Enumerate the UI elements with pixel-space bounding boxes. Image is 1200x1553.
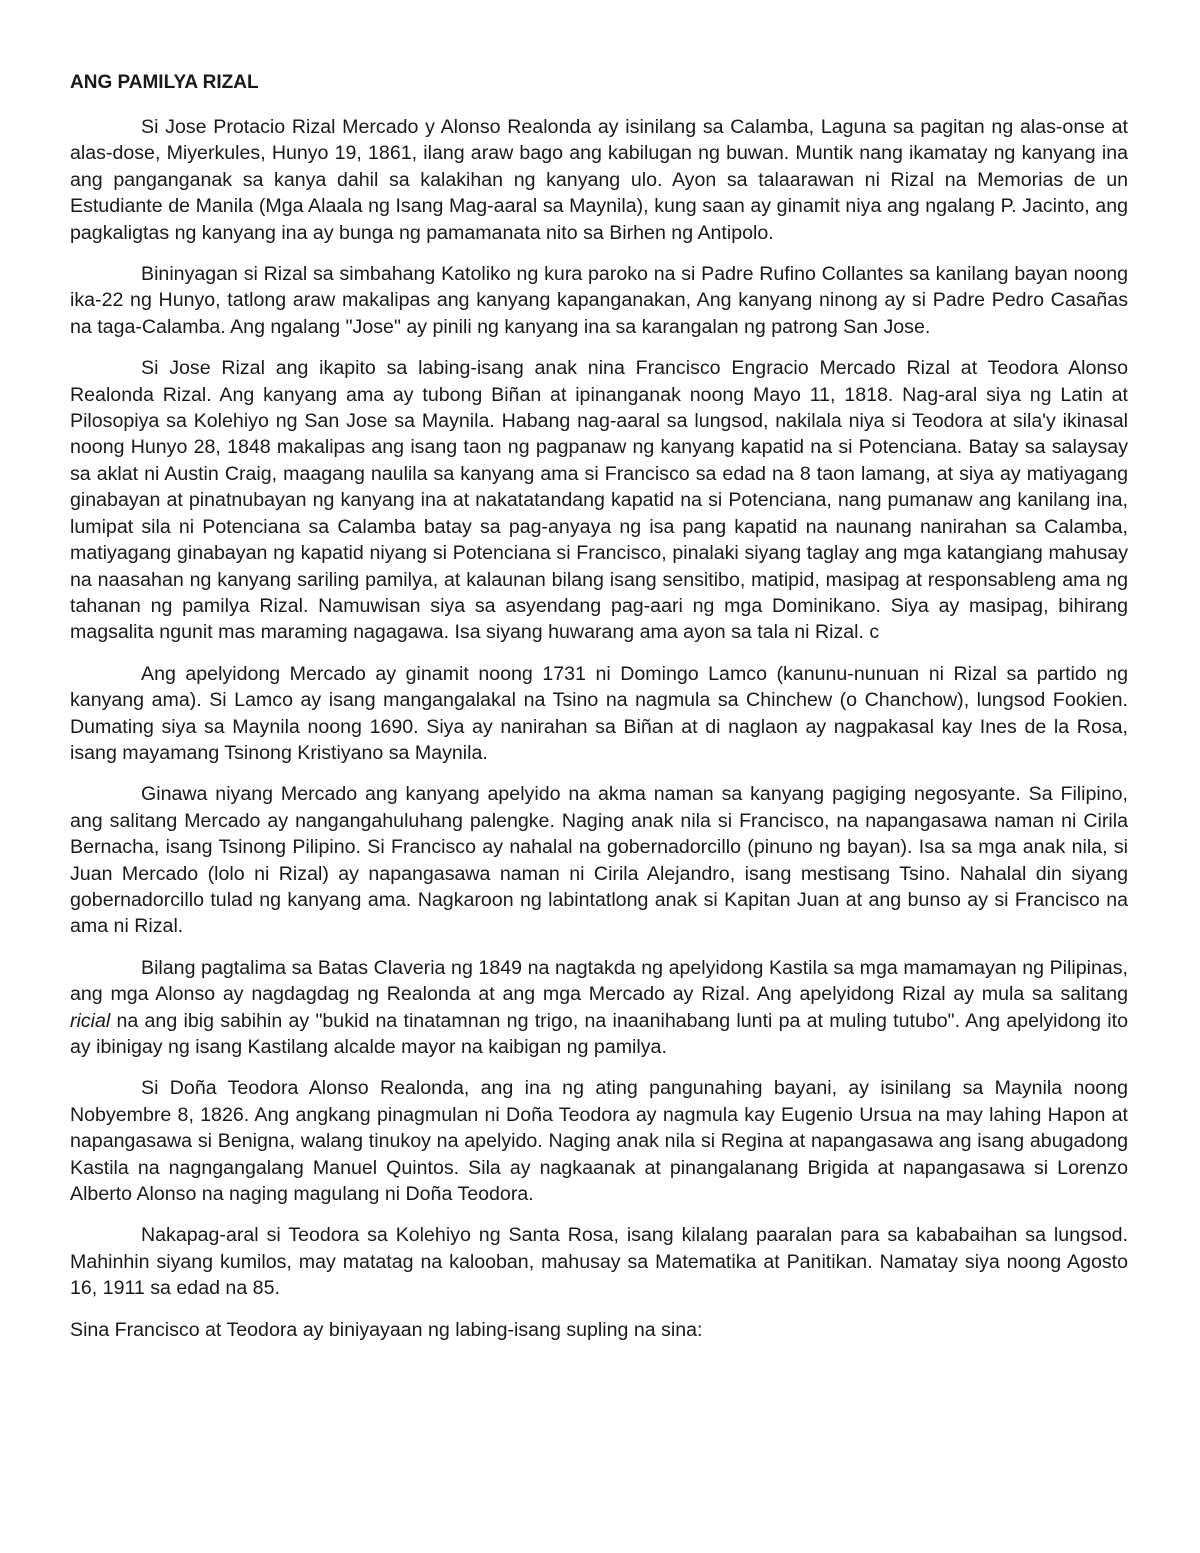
paragraph-mercado-lineage: Ginawa niyang Mercado ang kanyang apelyido na akma naman sa kanyang pagiging negosyante. Sa Filipino, ang salitang Mercado ay nangangahuluhang palengke. Naging anak nila si Francisco, na napangasawa naman ni Cirila Bernacha, isang Tsinong Pilipino. Si Francisco ay nahalal na gobernadorcillo (pinuno ng bayan). Isa sa mga anak nila, si Juan Mercado (lolo ni Rizal) ay napangasawa naman ni Cirila Alejandro, isang mestisang Tsino. Nahalal din siyang gobernadorcillo tulad ng kanyang ama. Nagkaroon ng labintatlong anak si Kapitan Juan at ang bunso ay si Francisco na ama ni Rizal. (70, 783, 1128, 938)
paragraph-children-intro: Sina Francisco at Teodora ay biniyayaan ng labing-isang supling na sina: (70, 1318, 703, 1341)
word-ricial: ricial (70, 1009, 111, 1032)
paragraph-baptism: Bininyagan si Rizal sa simbahang Katoliko ng kura paroko na si Padre Rufino Collantes sa kanilang bayan noong ika-22 ng Hunyo, tatlong araw makalipas ang kanyang kapanganakan, Ang kanyang ninong ay si Padre Pedro Casañas na taga-Calamba. Ang ngalang "Jose" ay pinili ng kanyang ina sa karangalan ng patrong San Jose. (70, 263, 1128, 338)
paragraph-rizal-surname (70, 955, 1128, 1061)
paragraph-father: Si Jose Rizal ang ikapito sa labing-isang anak nina Francisco Engracio Mercado Rizal at Teodora Alonso Realonda Rizal. Ang kanyang ama ay tubong Biñan at ipinanganak noong Mayo 11, 1818. Nag-aral siya ng Latin at Pilosopiya sa Kolehiyo ng San Jose sa Maynila. Habang nag-aaral sa lungsod, nakilala niya si Teodora at sila'y ikinasal noong Hunyo 28, 1848 makalipas ang isang taon ng pagpanaw ng kanyang kapatid na si Potenciana. Batay sa salaysay sa aklat ni Austin Craig, maagang naulila sa kanyang ama si Francisco sa edad na 8 taon lamang, at siya ay matiyagang ginabayan at pinatnubayan ng kanyang ina at nakatatandang kapatid na si Potenciana, nang pumanaw ang kanilang ina, lumipat sila ni Potenciana sa Calamba batay sa pag-anyaya ng isa pang kapatid na naunang nanirahan sa Calamba, matiyagang ginabayan ng kapatid niyang si Potenciana si Francisco, pinalaki siyang taglay ang mga katangiang mahusay na naasahan ng kanyang sariling pamilya, at kalaunan bilang isang sensitibo, matipid, masipag at responsableng ama ng tahanan ng pamilya Rizal. Namuwisan siya sa asyendang pag-aari ng mga Dominikano. Siya ay masipag, bihirang magsalita ngunit mas maraming nagagawa. Isa siyang huwarang ama ayon sa tala ni Rizal. c (70, 357, 1128, 644)
paragraph-birth: Si Jose Protacio Rizal Mercado y Alonso Realonda ay isinilang sa Calamba, Laguna sa pagitan ng alas-onse at alas-dose, Miyerkules, Hunyo 19, 1861, ilang araw bago ang kabilugan ng buwan. Muntik nang ikamatay ng kanyang ina ang panganganak sa kanya dahil sa kalakihan ng kanyang ulo. Ayon sa talaarawan ni Rizal na Memorias de un Estudiante de Manila (Mga Alaala ng Isang Mag-aaral sa Maynila), kung saan ay ginamit niya ang ngalang P. Jacinto, ang pagkaligtas ng kanyang ina ay bunga ng pamamanata nito sa Birhen ng Antipolo. (70, 116, 1128, 244)
document-page (70, 70, 1128, 1358)
paragraph-rizal-surname-end: na ang ibig sabihin ay "bukid na tinatamnan ng trigo, na inaanihabang lunti pa at muling tutubo". Ang apelyidong ito ay ibinigay ng isang Kastilang alcalde mayor na kaibigan ng pamilya. (70, 1009, 1128, 1058)
paragraph-mother-lineage: Si Doña Teodora Alonso Realonda, ang ina ng ating pangunahing bayani, ay isinilang sa Maynila noong Nobyembre 8, 1826. Ang angkang pinagmulan ni Doña Teodora ay nagmula kay Eugenio Ursua na may lahing Hapon at napangasawa si Benigna, walang tinukoy na apelyido. Naging anak nila si Regina at napangasawa ang isang abugadong Kastila na nagngangalang Manuel Quintos. Sila ay nagkaanak at pinangalanang Brigida at napangasawa si Lorenzo Alberto Alonso na naging magulang ni Doña Teodora. (70, 1077, 1128, 1206)
paragraph-rizal-surname-start: Bilang pagtalima sa Batas Claveria ng 1849 na nagtakda ng apelyidong Kastila sa mga mamamayan ng Pilipinas, ang mga Alonso ay nagdagdag ng Realonda at ang mga Mercado ay Rizal. Ang apelyidong Rizal ay mula sa salitang (70, 956, 1128, 1006)
paragraph-mercado-origin: Ang apelyidong Mercado ay ginamit noong 1731 ni Domingo Lamco (kanunu-nunuan ni Rizal sa partido ng kanyang ama). Si Lamco ay isang mangangalakal na Tsino na nagmula sa Chinchew (o Chanchow), lungsod Fookien. Dumating siya sa Maynila noong 1690. Siya ay nanirahan sa Biñan at di naglaon ay nagpakasal kay Ines de la Rosa, isang mayamang Tsinong Kristiyano sa Maynila. (70, 662, 1128, 764)
paragraph-mother-education: Nakapag-aral si Teodora sa Kolehiyo ng Santa Rosa, isang kilalang paaralan para sa kababaihan sa lungsod. Mahinhin siyang kumilos, may matatag na kalooban, mahusay sa Matematika at Panitikan. Namatay siya noong Agosto 16, 1911 sa edad na 85. (70, 1224, 1128, 1300)
document-title: ANG PAMILYA RIZAL (70, 72, 259, 93)
